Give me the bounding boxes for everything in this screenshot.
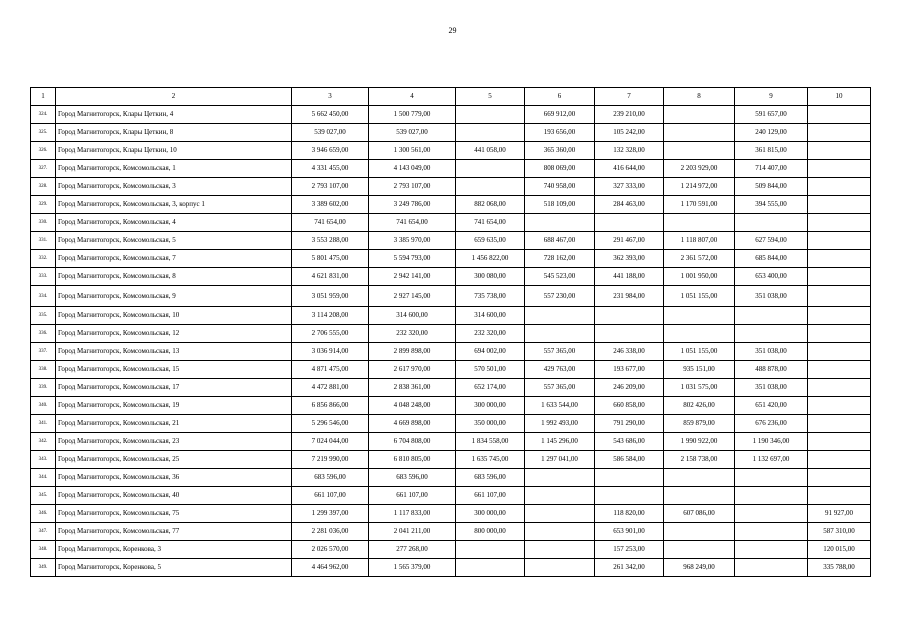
value-cell-4: 4 048 248,00	[369, 397, 456, 415]
value-cell-4: 741 654,00	[369, 214, 456, 232]
value-cell-9	[735, 559, 808, 577]
address-cell: Город Магнитогорск, Комсомольская, 9	[56, 286, 292, 307]
value-cell-7: 132 328,00	[595, 142, 664, 160]
row-number-cell: 342.	[31, 433, 56, 451]
column-header-5: 5	[456, 88, 525, 106]
value-cell-7: 441 188,00	[595, 268, 664, 286]
value-cell-10	[808, 196, 871, 214]
address-cell: Город Магнитогорск, Комсомольская, 25	[56, 451, 292, 469]
row-number-cell: 328.	[31, 178, 56, 196]
value-cell-8: 968 249,00	[664, 559, 735, 577]
value-cell-7: 157 253,00	[595, 541, 664, 559]
value-cell-6: 429 763,00	[525, 361, 595, 379]
row-number-cell: 344.	[31, 469, 56, 487]
column-header-8: 8	[664, 88, 735, 106]
address-cell: Город Магнитогорск, Комсомольская, 3, корпус 1	[56, 196, 292, 214]
value-cell-5: 694 002,00	[456, 343, 525, 361]
value-cell-6	[525, 505, 595, 523]
value-cell-6	[525, 541, 595, 559]
value-cell-10	[808, 124, 871, 142]
value-cell-8	[664, 469, 735, 487]
value-cell-3: 1 299 397,00	[292, 505, 369, 523]
value-cell-8: 1 031 575,00	[664, 379, 735, 397]
value-cell-3: 539 027,00	[292, 124, 369, 142]
value-cell-6: 808 069,00	[525, 160, 595, 178]
value-cell-9	[735, 541, 808, 559]
value-cell-8: 1 001 950,00	[664, 268, 735, 286]
value-cell-5: 800 000,00	[456, 523, 525, 541]
table-row	[31, 214, 871, 232]
value-cell-6	[525, 487, 595, 505]
value-cell-3: 2 281 036,00	[292, 523, 369, 541]
value-cell-5	[456, 106, 525, 124]
table-row	[31, 487, 871, 505]
table-row	[31, 250, 871, 268]
value-cell-7: 653 901,00	[595, 523, 664, 541]
value-cell-6	[525, 469, 595, 487]
value-cell-3: 2 706 555,00	[292, 325, 369, 343]
value-cell-9	[735, 487, 808, 505]
value-cell-7	[595, 307, 664, 325]
table-row	[31, 523, 871, 541]
address-cell: Город Магнитогорск, Комсомольская, 75	[56, 505, 292, 523]
address-cell: Город Магнитогорск, Комсомольская, 13	[56, 343, 292, 361]
value-cell-7	[595, 469, 664, 487]
value-cell-4: 2 041 211,00	[369, 523, 456, 541]
table-row	[31, 142, 871, 160]
value-cell-5	[456, 541, 525, 559]
value-cell-5: 300 000,00	[456, 505, 525, 523]
value-cell-7: 239 210,00	[595, 106, 664, 124]
value-cell-9: 394 555,00	[735, 196, 808, 214]
value-cell-4: 661 107,00	[369, 487, 456, 505]
value-cell-4: 6 704 808,00	[369, 433, 456, 451]
value-cell-9: 714 407,00	[735, 160, 808, 178]
table-row	[31, 307, 871, 325]
value-cell-4: 683 596,00	[369, 469, 456, 487]
value-cell-7: 327 333,00	[595, 178, 664, 196]
value-cell-10	[808, 487, 871, 505]
value-cell-8	[664, 541, 735, 559]
value-cell-10	[808, 415, 871, 433]
value-cell-3: 5 296 546,00	[292, 415, 369, 433]
value-cell-9: 351 038,00	[735, 343, 808, 361]
value-cell-3: 7 024 044,00	[292, 433, 369, 451]
value-cell-10	[808, 286, 871, 307]
value-cell-4: 2 927 145,00	[369, 286, 456, 307]
row-number-cell: 326.	[31, 142, 56, 160]
value-cell-8	[664, 307, 735, 325]
value-cell-3: 2 026 570,00	[292, 541, 369, 559]
value-cell-7: 193 677,00	[595, 361, 664, 379]
address-cell: Город Магнитогорск, Комсомольская, 12	[56, 325, 292, 343]
value-cell-10	[808, 232, 871, 250]
value-cell-8: 1 051 155,00	[664, 343, 735, 361]
row-number-cell: 347.	[31, 523, 56, 541]
value-cell-3: 7 219 990,00	[292, 451, 369, 469]
value-cell-5: 350 000,00	[456, 415, 525, 433]
value-cell-3: 5 801 475,00	[292, 250, 369, 268]
value-cell-9	[735, 523, 808, 541]
value-cell-9: 351 038,00	[735, 379, 808, 397]
value-cell-10: 335 788,00	[808, 559, 871, 577]
column-header-3: 3	[292, 88, 369, 106]
value-cell-7: 791 290,00	[595, 415, 664, 433]
table-row	[31, 451, 871, 469]
value-cell-6: 557 365,00	[525, 379, 595, 397]
value-cell-8: 1 170 591,00	[664, 196, 735, 214]
row-number-cell: 332.	[31, 250, 56, 268]
table-row	[31, 232, 871, 250]
row-number-cell: 327.	[31, 160, 56, 178]
value-cell-10: 120 015,00	[808, 541, 871, 559]
value-cell-9: 361 815,00	[735, 142, 808, 160]
table-row	[31, 268, 871, 286]
value-cell-9: 685 844,00	[735, 250, 808, 268]
value-cell-8	[664, 523, 735, 541]
value-cell-8: 607 086,00	[664, 505, 735, 523]
value-cell-5: 300 080,00	[456, 268, 525, 286]
value-cell-4: 1 300 561,00	[369, 142, 456, 160]
value-cell-4: 539 027,00	[369, 124, 456, 142]
address-cell: Город Магнитогорск, Коренкова, 5	[56, 559, 292, 577]
value-cell-6: 518 109,00	[525, 196, 595, 214]
row-number-cell: 334.	[31, 286, 56, 307]
value-cell-3: 3 114 208,00	[292, 307, 369, 325]
value-cell-3: 4 621 831,00	[292, 268, 369, 286]
row-number-cell: 329.	[31, 196, 56, 214]
value-cell-3: 4 464 962,00	[292, 559, 369, 577]
value-cell-3: 683 596,00	[292, 469, 369, 487]
value-cell-5: 683 596,00	[456, 469, 525, 487]
value-cell-9: 509 844,00	[735, 178, 808, 196]
address-cell: Город Магнитогорск, Комсомольская, 7	[56, 250, 292, 268]
table-row	[31, 469, 871, 487]
value-cell-3: 741 654,00	[292, 214, 369, 232]
value-cell-5: 661 107,00	[456, 487, 525, 505]
table-row	[31, 433, 871, 451]
column-header-7: 7	[595, 88, 664, 106]
value-cell-3: 3 946 659,00	[292, 142, 369, 160]
address-cell: Город Магнитогорск, Комсомольская, 21	[56, 415, 292, 433]
value-cell-9: 488 878,00	[735, 361, 808, 379]
value-cell-8: 935 151,00	[664, 361, 735, 379]
value-cell-6: 728 162,00	[525, 250, 595, 268]
row-number-cell: 349.	[31, 559, 56, 577]
row-number-cell: 346.	[31, 505, 56, 523]
value-cell-8: 1 990 922,00	[664, 433, 735, 451]
column-header-1: 1	[31, 88, 56, 106]
address-cell: Город Магнитогорск, Комсомольская, 17	[56, 379, 292, 397]
value-cell-4: 4 143 049,00	[369, 160, 456, 178]
value-cell-8	[664, 214, 735, 232]
value-cell-6: 688 467,00	[525, 232, 595, 250]
value-cell-4: 3 249 786,00	[369, 196, 456, 214]
value-cell-4: 1 500 779,00	[369, 106, 456, 124]
address-cell: Город Магнитогорск, Комсомольская, 36	[56, 469, 292, 487]
value-cell-10: 91 927,00	[808, 505, 871, 523]
value-cell-10	[808, 160, 871, 178]
value-cell-4: 314 600,00	[369, 307, 456, 325]
value-cell-7: 416 644,00	[595, 160, 664, 178]
value-cell-10	[808, 325, 871, 343]
address-cell: Город Магнитогорск, Комсомольская, 3	[56, 178, 292, 196]
value-cell-3: 3 553 288,00	[292, 232, 369, 250]
value-cell-4: 2 793 107,00	[369, 178, 456, 196]
row-number-cell: 341.	[31, 415, 56, 433]
value-cell-7: 284 463,00	[595, 196, 664, 214]
value-cell-3: 3 051 959,00	[292, 286, 369, 307]
address-cell: Город Магнитогорск, Клары Цеткин, 4	[56, 106, 292, 124]
value-cell-7: 586 584,00	[595, 451, 664, 469]
column-header-4: 4	[369, 88, 456, 106]
value-cell-8: 1 118 807,00	[664, 232, 735, 250]
table-row	[31, 160, 871, 178]
value-cell-9: 1 190 346,00	[735, 433, 808, 451]
value-cell-5: 300 000,00	[456, 397, 525, 415]
value-cell-5: 735 738,00	[456, 286, 525, 307]
value-cell-7: 660 858,00	[595, 397, 664, 415]
value-cell-3: 4 871 475,00	[292, 361, 369, 379]
value-cell-8: 1 051 155,00	[664, 286, 735, 307]
value-cell-9: 627 594,00	[735, 232, 808, 250]
value-cell-10	[808, 106, 871, 124]
address-cell: Город Магнитогорск, Комсомольская, 5	[56, 232, 292, 250]
value-cell-4: 1 565 379,00	[369, 559, 456, 577]
value-cell-3: 661 107,00	[292, 487, 369, 505]
value-cell-8	[664, 487, 735, 505]
value-cell-10	[808, 178, 871, 196]
value-cell-10	[808, 343, 871, 361]
table-row	[31, 361, 871, 379]
value-cell-6	[525, 325, 595, 343]
value-cell-10	[808, 142, 871, 160]
value-cell-6: 1 633 544,00	[525, 397, 595, 415]
value-cell-9: 653 400,00	[735, 268, 808, 286]
value-cell-8	[664, 106, 735, 124]
value-cell-9: 240 129,00	[735, 124, 808, 142]
table-row	[31, 505, 871, 523]
value-cell-3: 6 856 866,00	[292, 397, 369, 415]
value-cell-5: 314 600,00	[456, 307, 525, 325]
value-cell-6: 545 523,00	[525, 268, 595, 286]
value-cell-5	[456, 559, 525, 577]
value-cell-5: 232 320,00	[456, 325, 525, 343]
value-cell-10	[808, 469, 871, 487]
value-cell-3: 2 793 107,00	[292, 178, 369, 196]
value-cell-6: 1 992 493,00	[525, 415, 595, 433]
value-cell-5: 741 654,00	[456, 214, 525, 232]
data-table	[30, 87, 871, 577]
value-cell-7	[595, 214, 664, 232]
value-cell-4: 4 669 898,00	[369, 415, 456, 433]
value-cell-7: 118 820,00	[595, 505, 664, 523]
value-cell-8: 2 203 929,00	[664, 160, 735, 178]
row-number-cell: 333.	[31, 268, 56, 286]
column-header-10: 10	[808, 88, 871, 106]
table-row	[31, 178, 871, 196]
value-cell-8: 2 158 738,00	[664, 451, 735, 469]
column-header-2: 2	[56, 88, 292, 106]
value-cell-6: 1 145 296,00	[525, 433, 595, 451]
value-cell-3: 4 472 881,00	[292, 379, 369, 397]
address-cell: Город Магнитогорск, Комсомольская, 8	[56, 268, 292, 286]
row-number-cell: 330.	[31, 214, 56, 232]
row-number-cell: 324.	[31, 106, 56, 124]
address-cell: Город Магнитогорск, Клары Цеткин, 8	[56, 124, 292, 142]
value-cell-4: 3 385 970,00	[369, 232, 456, 250]
value-cell-10	[808, 250, 871, 268]
value-cell-3: 4 331 455,00	[292, 160, 369, 178]
value-cell-10	[808, 268, 871, 286]
value-cell-6: 557 365,00	[525, 343, 595, 361]
row-number-cell: 331.	[31, 232, 56, 250]
value-cell-5	[456, 124, 525, 142]
row-number-cell: 345.	[31, 487, 56, 505]
value-cell-5: 882 068,00	[456, 196, 525, 214]
table-row	[31, 541, 871, 559]
address-cell: Город Магнитогорск, Комсомольская, 23	[56, 433, 292, 451]
value-cell-8: 802 426,00	[664, 397, 735, 415]
value-cell-10	[808, 214, 871, 232]
value-cell-3: 3 389 602,00	[292, 196, 369, 214]
row-number-cell: 335.	[31, 307, 56, 325]
table-row	[31, 379, 871, 397]
value-cell-6: 365 360,00	[525, 142, 595, 160]
value-cell-10	[808, 397, 871, 415]
table-row	[31, 124, 871, 142]
value-cell-7	[595, 487, 664, 505]
value-cell-5	[456, 160, 525, 178]
value-cell-3: 3 036 914,00	[292, 343, 369, 361]
page-number: 29	[448, 26, 457, 35]
value-cell-7: 543 686,00	[595, 433, 664, 451]
address-cell: Город Магнитогорск, Коренкова, 3	[56, 541, 292, 559]
value-cell-8	[664, 325, 735, 343]
table-row	[31, 106, 871, 124]
row-number-cell: 339.	[31, 379, 56, 397]
value-cell-7: 246 209,00	[595, 379, 664, 397]
row-number-cell: 348.	[31, 541, 56, 559]
value-cell-9	[735, 469, 808, 487]
value-cell-4: 5 594 793,00	[369, 250, 456, 268]
value-cell-6: 669 912,00	[525, 106, 595, 124]
value-cell-5: 1 456 822,00	[456, 250, 525, 268]
value-cell-4: 1 117 833,00	[369, 505, 456, 523]
value-cell-10	[808, 433, 871, 451]
value-cell-9: 591 657,00	[735, 106, 808, 124]
value-cell-4: 2 838 361,00	[369, 379, 456, 397]
value-cell-5: 570 501,00	[456, 361, 525, 379]
column-header-6: 6	[525, 88, 595, 106]
value-cell-10	[808, 361, 871, 379]
value-cell-6: 1 297 041,00	[525, 451, 595, 469]
value-cell-6	[525, 307, 595, 325]
row-number-cell: 340.	[31, 397, 56, 415]
row-number-cell: 325.	[31, 124, 56, 142]
value-cell-9	[735, 214, 808, 232]
address-cell: Город Магнитогорск, Комсомольская, 10	[56, 307, 292, 325]
header-row	[31, 88, 871, 106]
value-cell-7: 246 338,00	[595, 343, 664, 361]
address-cell: Город Магнитогорск, Комсомольская, 19	[56, 397, 292, 415]
table-row	[31, 397, 871, 415]
value-cell-10	[808, 379, 871, 397]
value-cell-10	[808, 451, 871, 469]
address-cell: Город Магнитогорск, Клары Цеткин, 10	[56, 142, 292, 160]
value-cell-7: 261 342,00	[595, 559, 664, 577]
value-cell-9: 1 132 697,00	[735, 451, 808, 469]
value-cell-6: 193 656,00	[525, 124, 595, 142]
value-cell-9: 351 038,00	[735, 286, 808, 307]
value-cell-9: 651 420,00	[735, 397, 808, 415]
value-cell-7: 231 984,00	[595, 286, 664, 307]
value-cell-6	[525, 523, 595, 541]
value-cell-6	[525, 559, 595, 577]
value-cell-4: 2 942 141,00	[369, 268, 456, 286]
value-cell-10: 587 310,00	[808, 523, 871, 541]
row-number-cell: 337.	[31, 343, 56, 361]
address-cell: Город Магнитогорск, Комсомольская, 1	[56, 160, 292, 178]
address-cell: Город Магнитогорск, Комсомольская, 15	[56, 361, 292, 379]
value-cell-9	[735, 505, 808, 523]
value-cell-6: 557 230,00	[525, 286, 595, 307]
value-cell-5	[456, 178, 525, 196]
value-cell-4: 277 268,00	[369, 541, 456, 559]
table-row	[31, 415, 871, 433]
value-cell-10	[808, 307, 871, 325]
value-cell-8: 2 361 572,00	[664, 250, 735, 268]
value-cell-4: 2 617 970,00	[369, 361, 456, 379]
value-cell-5: 652 174,00	[456, 379, 525, 397]
value-cell-5: 1 834 558,00	[456, 433, 525, 451]
value-cell-4: 232 320,00	[369, 325, 456, 343]
table-row	[31, 325, 871, 343]
value-cell-5: 1 635 745,00	[456, 451, 525, 469]
row-number-cell: 338.	[31, 361, 56, 379]
value-cell-5: 441 058,00	[456, 142, 525, 160]
value-cell-6	[525, 214, 595, 232]
value-cell-8	[664, 124, 735, 142]
address-cell: Город Магнитогорск, Комсомольская, 40	[56, 487, 292, 505]
value-cell-4: 2 899 898,00	[369, 343, 456, 361]
value-cell-8	[664, 142, 735, 160]
table-row	[31, 343, 871, 361]
address-cell: Город Магнитогорск, Комсомольская, 4	[56, 214, 292, 232]
value-cell-9	[735, 307, 808, 325]
row-number-cell: 336.	[31, 325, 56, 343]
column-header-9: 9	[735, 88, 808, 106]
table-row	[31, 286, 871, 307]
value-cell-4: 6 810 805,00	[369, 451, 456, 469]
value-cell-7	[595, 325, 664, 343]
value-cell-3: 5 662 450,00	[292, 106, 369, 124]
value-cell-9: 676 236,00	[735, 415, 808, 433]
address-cell: Город Магнитогорск, Комсомольская, 77	[56, 523, 292, 541]
value-cell-7: 105 242,00	[595, 124, 664, 142]
table-row	[31, 196, 871, 214]
value-cell-6: 740 958,00	[525, 178, 595, 196]
value-cell-9	[735, 325, 808, 343]
value-cell-7: 291 467,00	[595, 232, 664, 250]
table-row	[31, 559, 871, 577]
value-cell-8: 1 214 972,00	[664, 178, 735, 196]
value-cell-8: 859 879,00	[664, 415, 735, 433]
value-cell-7: 362 393,00	[595, 250, 664, 268]
row-number-cell: 343.	[31, 451, 56, 469]
value-cell-5: 659 635,00	[456, 232, 525, 250]
